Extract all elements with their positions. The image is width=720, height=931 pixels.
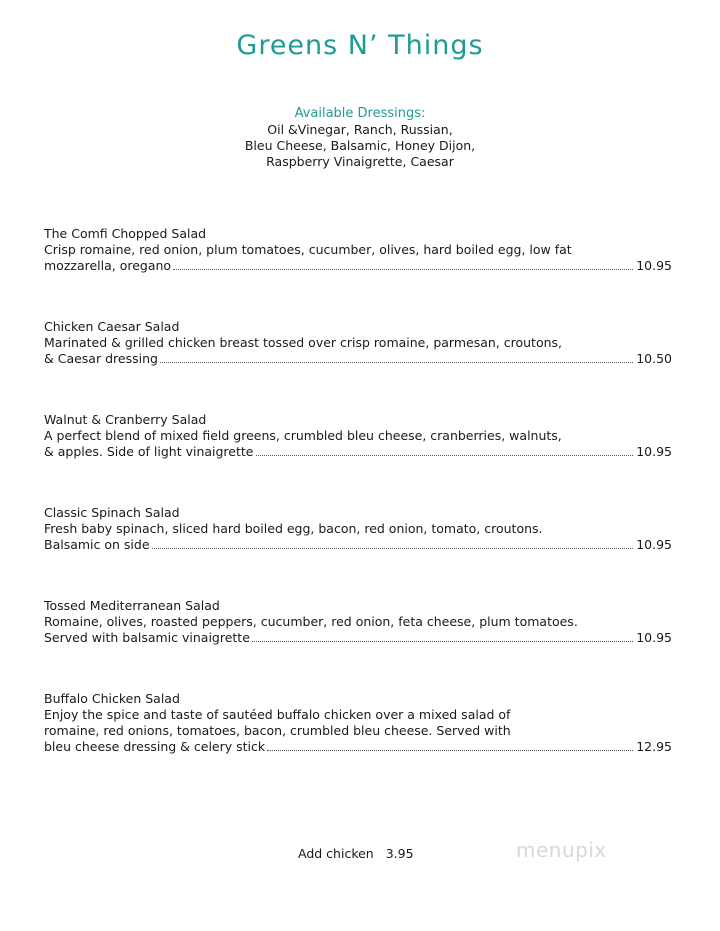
menu-item-walnut-cranberry-salad [44,412,672,460]
dotted-leader [252,641,633,642]
item-description-line: Romaine, olives, roasted peppers, cucumber, red onion, feta cheese, plum tomatoes. [44,614,578,629]
item-name: Chicken Caesar Salad [44,319,180,334]
item-name: Tossed Mediterranean Salad [44,598,220,613]
item-description-line: Fresh baby spinach, sliced hard boiled egg, bacon, red onion, tomato, croutons. [44,521,543,536]
watermark-logo: menupix [516,838,607,862]
item-price: 10.50 [636,351,672,366]
item-description-line: romaine, red onions, tomatoes, bacon, crumbled bleu cheese. Served with [44,723,511,738]
dotted-leader [160,362,633,363]
item-price-line [44,351,672,367]
menu-item-chicken-caesar-salad [44,319,672,367]
item-price: 10.95 [636,537,672,552]
add-on-line [298,846,414,861]
item-description-line: Crisp romaine, red onion, plum tomatoes, cucumber, olives, hard boiled egg, low fat [44,242,572,257]
item-description-line: A perfect blend of mixed field greens, crumbled bleu cheese, cranberries, walnuts, [44,428,562,443]
item-description-end: & Caesar dressing [44,351,158,366]
item-price: 12.95 [636,739,672,754]
menu-item-classic-spinach-salad [44,505,672,553]
item-price-line [44,444,672,460]
item-name: Classic Spinach Salad [44,505,180,520]
item-price: 10.95 [636,630,672,645]
menu-item-comfi-chopped-salad [44,226,672,274]
dotted-leader [256,455,634,456]
add-on-price: 3.95 [385,846,414,861]
item-description-end: Served with balsamic vinaigrette [44,630,250,645]
item-name: Walnut & Cranberry Salad [44,412,207,427]
item-description-end: Balsamic on side [44,537,150,552]
dressings-line: Bleu Cheese, Balsamic, Honey Dijon, [244,138,476,153]
item-description-line: Marinated & grilled chicken breast tossed over crisp romaine, parmesan, croutons, [44,335,562,350]
item-price: 10.95 [636,258,672,273]
item-price-line [44,537,672,553]
item-name: Buffalo Chicken Salad [44,691,180,706]
dressings-heading: Available Dressings: [294,106,426,121]
item-description-end: & apples. Side of light vinaigrette [44,444,254,459]
item-description-end: bleu cheese dressing & celery stick [44,739,266,754]
menu-item-tossed-mediterranean-salad [44,598,672,646]
dressings-line: Oil &Vinegar, Ranch, Russian, [267,122,453,137]
item-price-line [44,258,672,274]
add-on-label: Add chicken [298,846,374,861]
dressings-section [0,106,720,170]
item-name: The Comfi Chopped Salad [44,226,207,241]
dotted-leader [152,548,634,549]
item-description-line: Enjoy the spice and taste of sautéed buffalo chicken over a mixed salad of [44,707,511,722]
menu-item-buffalo-chicken-salad [44,691,672,755]
menu-title: Greens N’ Things [236,30,484,61]
item-price-line [44,630,672,646]
dotted-leader [173,269,633,270]
item-price-line [44,739,672,755]
item-price: 10.95 [636,444,672,459]
item-description-end: mozzarella, oregano [44,258,172,273]
dressings-line: Raspberry Vinaigrette, Caesar [266,154,454,169]
dotted-leader [267,750,633,751]
